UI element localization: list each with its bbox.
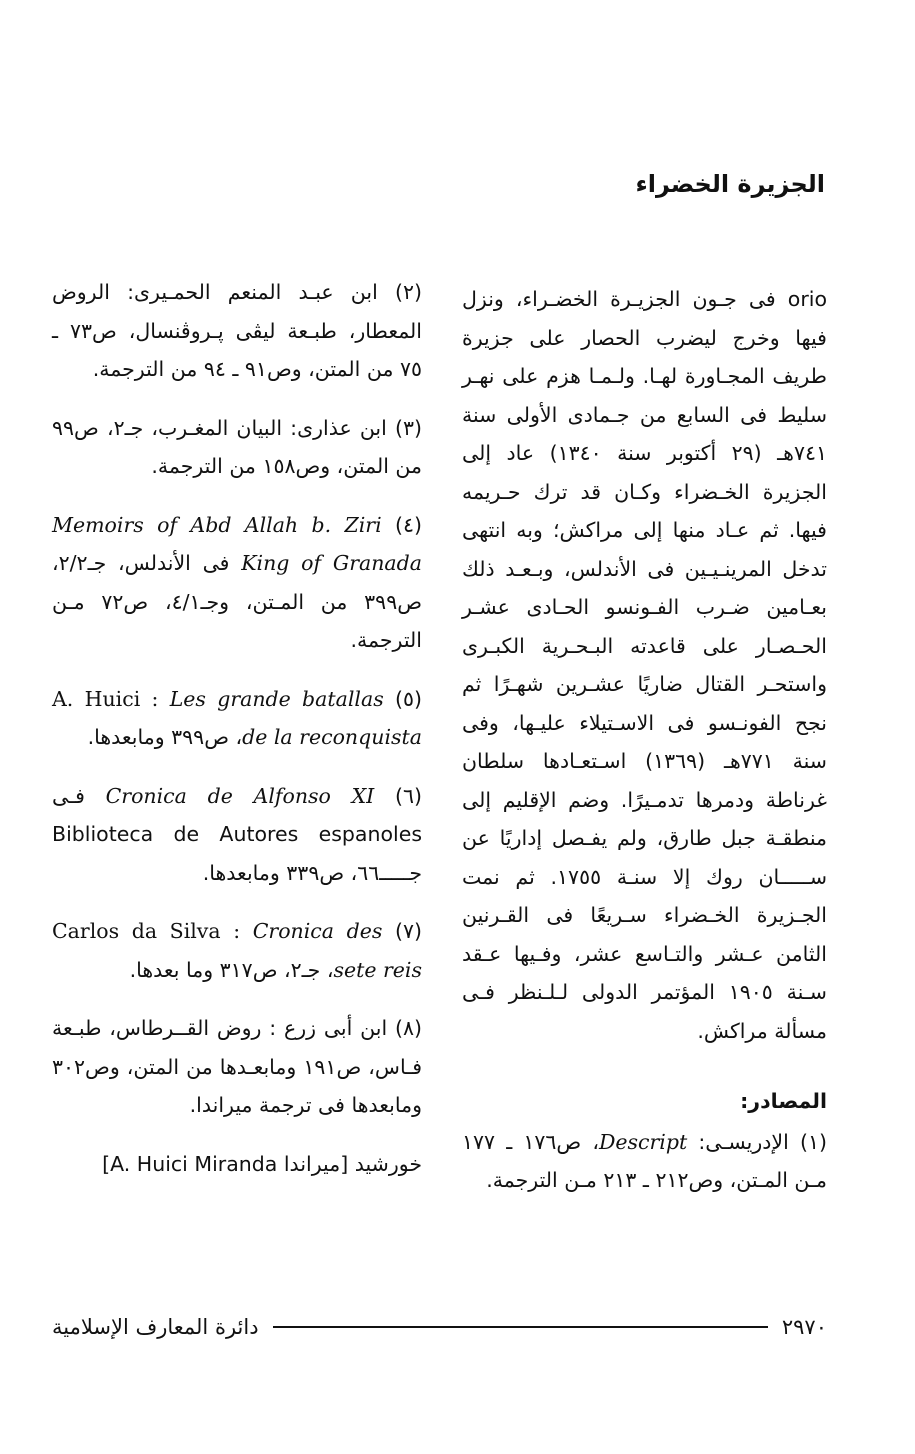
source-entry-7 bbox=[52, 912, 422, 989]
main-text-column bbox=[462, 280, 827, 1220]
source-number: (٤) bbox=[394, 512, 422, 537]
source-pages: ، ص١٧٦ ـ ١٧٧ مـن المـتن، وص٢١٢ ـ ٢١٣ مـن الترجمة. bbox=[462, 1129, 827, 1192]
source-pages: ، ص٣٩٩ ومابعدها. bbox=[87, 725, 243, 749]
source-author: Carlos da Silva : bbox=[52, 919, 241, 943]
source-number: (٣) bbox=[394, 415, 422, 440]
source-text: ابن أبى زرع : روض القــرطاس، طبـعة فـاس، ص١٩١ ومابعـدها من المتن، وص٣٠٢ ومابعدها فى ترجمة ميراندا. bbox=[52, 1016, 422, 1117]
source-number: (٦) bbox=[394, 783, 422, 808]
source-latin-title: Descript bbox=[598, 1129, 688, 1154]
source-number: (٢) bbox=[394, 280, 422, 304]
running-header-title: الجزيرة الخضراء bbox=[635, 170, 825, 198]
source-text: ابن عذارى: البيان المغـرب، جـ٢، ص٩٩ من المتن، وص١٥٨ من الترجمة. bbox=[52, 415, 422, 478]
source-latin-title: Cronica de Alfonso XI bbox=[105, 783, 375, 808]
source-entry-2 bbox=[52, 273, 422, 389]
source-entry-4 bbox=[52, 506, 422, 660]
source-entry-1 bbox=[462, 1123, 827, 1200]
body-paragraph: orio فى جـون الجزيـرة الخضـراء، ونزل فيها وخرج ليضرب الحصار على جزيرة طريف المجـاورة لهـا. ولـمـا هزم على نهـر سليط فى السابع من جـمادى الأولى سنة ٧٤١هـ (٢٩ أكتوبر سنة ١٣٤٠) عاد إلى الجزيرة الخـضراء وكـان قد ترك حـريمه فيها. ثم عـاد منها إلى مراكش؛ وبه انتهى تدخل المرينـيـين فى الأندلس، وبـعـد ذلك بعـامين ضـرب الفـونسو الحـادى عشـر الحـصـار على قاعدته البـحـرية الكبـرى واستحـر القتال ضاريًا عشـرين شهـرًا ثم نجح الفونـسو فى الاسـتيلاء عليـها، وفى سنة ٧٧١هـ (١٣٦٩) اسـتعـادها سلطان غرناطة ودمرها تدمـيرًا. وضم الإقليم إلى منطقـة جبل طارق، ولم يفـصل إداريًا عن ســـــان روك إلا سنـة ١٧٥٥. ثم نمت الجـزيرة الخـضراء سـريعًا فى القـرنين الثامن عـشر والتـاسع عشر، وفـيها عـقد سـنة ١٩٠٥ المؤتمر الدولى لـلـنظر فـى مسألة مراكش. bbox=[462, 287, 828, 1043]
source-latin-title: Les grande batallas de la reconquista bbox=[169, 686, 422, 749]
source-pages: فـى Biblioteca de Autores espanoles جـــــ٦٦، ص٣٣٩ ومابعدها. bbox=[52, 783, 422, 885]
source-entry-3 bbox=[52, 409, 422, 486]
sources-heading: المصادر: bbox=[740, 1089, 827, 1113]
source-number: (٥) bbox=[395, 686, 423, 711]
source-entry-6 bbox=[52, 777, 422, 893]
page-number: ٢٩٧٠ bbox=[781, 1315, 827, 1339]
source-pages: ، جـ٢، ص٣١٧ وما بعدها. bbox=[129, 957, 334, 982]
article-author: خورشيد [ميراندا A. Huici Miranda] bbox=[102, 1151, 422, 1176]
footer-rule bbox=[273, 1326, 768, 1328]
source-author: الإدريسـى: bbox=[698, 1129, 789, 1154]
bibliography-column bbox=[52, 273, 422, 1203]
source-number: (٨) bbox=[394, 1016, 422, 1040]
page-footer bbox=[52, 1310, 827, 1344]
source-entry-8 bbox=[52, 1009, 422, 1125]
source-text: ابن عبـد المنعم الحمـيرى: الروض المعطار، طبـعة ليڤى پـروڤنسال، ص٧٣ ـ ٧٥ من المتن، وص٩١ ـ ٩٤ من الترجمة. bbox=[52, 280, 423, 381]
source-number: (٧) bbox=[394, 919, 422, 943]
source-latin-title: Cronica des sete reis bbox=[252, 919, 422, 982]
publication-title: دائرة المعارف الإسلامية bbox=[52, 1315, 259, 1339]
source-number: (١) bbox=[799, 1129, 827, 1154]
source-author: A. Huici : bbox=[52, 686, 159, 711]
source-pages: فى الأندلس، جـ٢/٢، ص٣٩٩ من المـتن، وجـ٤/١، ص٧٢ مـن الترجمة. bbox=[52, 551, 423, 652]
source-latin-title: Memoirs of Abd Allah b. Ziri King of Granada bbox=[52, 512, 423, 575]
source-entry-5 bbox=[52, 680, 422, 757]
